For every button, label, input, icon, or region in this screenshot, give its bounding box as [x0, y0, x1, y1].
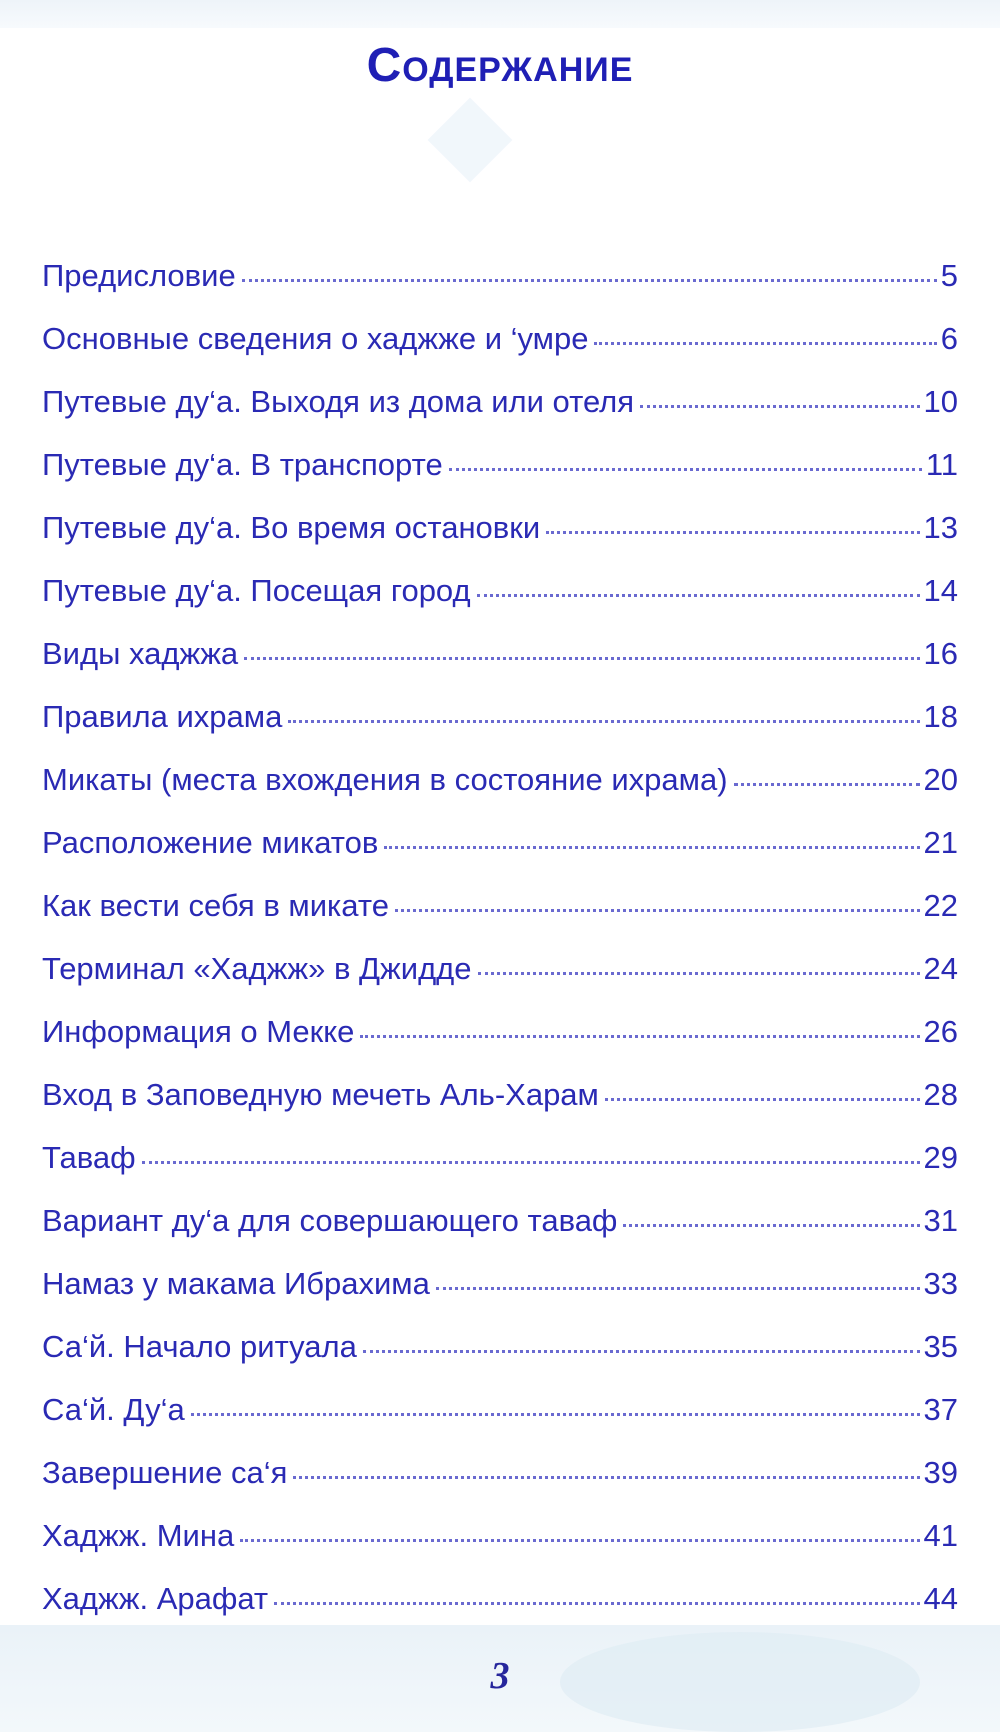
toc-entry[interactable] — [42, 447, 958, 510]
toc-entry[interactable] — [42, 1077, 958, 1140]
toc-leader-dots — [605, 1098, 920, 1101]
toc-leader-dots — [395, 909, 920, 912]
toc-entry-title: Предисловие — [42, 258, 236, 293]
toc-entry[interactable] — [42, 1329, 958, 1392]
toc-entry-title: Расположение микатов — [42, 825, 379, 860]
toc-entry-page: 5 — [940, 258, 958, 293]
toc-entry-title: Вариант ду‘а для совершающего таваф — [42, 1203, 618, 1238]
toc-entry-title: Информация о Мекке — [42, 1014, 355, 1049]
toc-entry-title: Вход в Заповедную мечеть Аль-Харам — [42, 1077, 599, 1112]
toc-entry-page: 21 — [923, 825, 958, 860]
toc-entry[interactable] — [42, 951, 958, 1014]
toc-entry-title: Виды хаджжа — [42, 636, 239, 671]
toc-entry-title: Хаджж. Мина — [42, 1518, 235, 1553]
toc-entry[interactable] — [42, 1140, 958, 1203]
header-chevron-decoration — [428, 98, 513, 183]
toc-leader-dots — [363, 1350, 920, 1353]
toc-leader-dots — [436, 1287, 920, 1290]
toc-leader-dots — [449, 468, 922, 471]
toc-entry[interactable] — [42, 699, 958, 762]
toc-entry-page: 37 — [923, 1392, 958, 1427]
toc-entry[interactable] — [42, 321, 958, 384]
toc-entry[interactable] — [42, 1014, 958, 1077]
toc-entry-title: Как вести себя в микате — [42, 888, 389, 923]
toc-leader-dots — [546, 531, 919, 534]
toc-entry-title: Путевые ду‘а. Во время остановки — [42, 510, 541, 545]
toc-leader-dots — [191, 1413, 920, 1416]
toc-entry-title: Завершение са‘я — [42, 1455, 288, 1490]
toc-entry-title: Путевые ду‘а. В транспорте — [42, 447, 443, 482]
toc-entry[interactable] — [42, 1455, 958, 1518]
toc-entry-page: 29 — [923, 1140, 958, 1175]
toc-entry-page: 44 — [923, 1581, 958, 1616]
toc-entry-page: 16 — [923, 636, 958, 671]
toc-entry[interactable] — [42, 384, 958, 447]
toc-leader-dots — [142, 1161, 920, 1164]
toc-leader-dots — [478, 972, 920, 975]
toc-entry-title: Таваф — [42, 1140, 136, 1175]
toc-entry[interactable] — [42, 573, 958, 636]
toc-entry-page: 41 — [923, 1518, 958, 1553]
header-background — [0, 0, 1000, 28]
toc-leader-dots — [274, 1602, 919, 1605]
toc-entry[interactable] — [42, 258, 958, 321]
toc-entry-page: 20 — [923, 762, 958, 797]
toc-entry-title: Путевые ду‘а. Выходя из дома или отеля — [42, 384, 635, 419]
toc-entry-title: Путевые ду‘а. Посещая город — [42, 573, 471, 608]
table-of-contents — [42, 258, 958, 1644]
toc-entry[interactable] — [42, 1266, 958, 1329]
toc-entry[interactable] — [42, 825, 958, 888]
toc-leader-dots — [242, 279, 937, 282]
toc-entry-title: Правила ихрама — [42, 699, 283, 734]
toc-entry-title: Хаджж. Арафат — [42, 1581, 269, 1616]
toc-entry-title: Са‘й. Ду‘а — [42, 1392, 185, 1427]
toc-leader-dots — [244, 657, 919, 660]
toc-entry-page: 13 — [923, 510, 958, 545]
toc-entry-page: 35 — [923, 1329, 958, 1364]
toc-leader-dots — [623, 1224, 919, 1227]
toc-entry[interactable] — [42, 510, 958, 573]
toc-entry-page: 18 — [923, 699, 958, 734]
toc-entry-page: 26 — [923, 1014, 958, 1049]
toc-leader-dots — [360, 1035, 919, 1038]
toc-entry-title: Основные сведения о хаджже и ‘умре — [42, 321, 589, 356]
toc-leader-dots — [384, 846, 919, 849]
toc-leader-dots — [240, 1539, 919, 1542]
toc-leader-dots — [293, 1476, 919, 1479]
toc-leader-dots — [477, 594, 920, 597]
toc-leader-dots — [734, 783, 920, 786]
toc-entry-page: 39 — [923, 1455, 958, 1490]
toc-leader-dots — [640, 405, 919, 408]
page-title: Содержание — [366, 39, 634, 92]
toc-leader-dots — [594, 342, 936, 345]
toc-entry-page: 33 — [923, 1266, 958, 1301]
toc-entry[interactable] — [42, 888, 958, 951]
toc-entry-page: 14 — [923, 573, 958, 608]
toc-entry-page: 10 — [923, 384, 958, 419]
toc-entry-title: Са‘й. Начало ритуала — [42, 1329, 357, 1364]
toc-entry[interactable] — [42, 1392, 958, 1455]
toc-entry-title: Терминал «Хаджж» в Джидде — [42, 951, 472, 986]
toc-entry-page: 11 — [925, 447, 958, 482]
page-number: 3 — [490, 1655, 510, 1697]
toc-entry-page: 22 — [923, 888, 958, 923]
toc-leader-dots — [288, 720, 919, 723]
toc-entry-page: 31 — [923, 1203, 958, 1238]
toc-entry-page: 6 — [940, 321, 958, 356]
toc-entry-page: 28 — [923, 1077, 958, 1112]
toc-entry-title: Микаты (места вхождения в состояние ихрама) — [42, 762, 728, 797]
toc-entry[interactable] — [42, 1203, 958, 1266]
toc-entry-page: 24 — [923, 951, 958, 986]
toc-entry-title: Намаз у макама Ибрахима — [42, 1266, 430, 1301]
toc-entry[interactable] — [42, 636, 958, 699]
toc-entry[interactable] — [42, 762, 958, 825]
toc-entry[interactable] — [42, 1518, 958, 1581]
